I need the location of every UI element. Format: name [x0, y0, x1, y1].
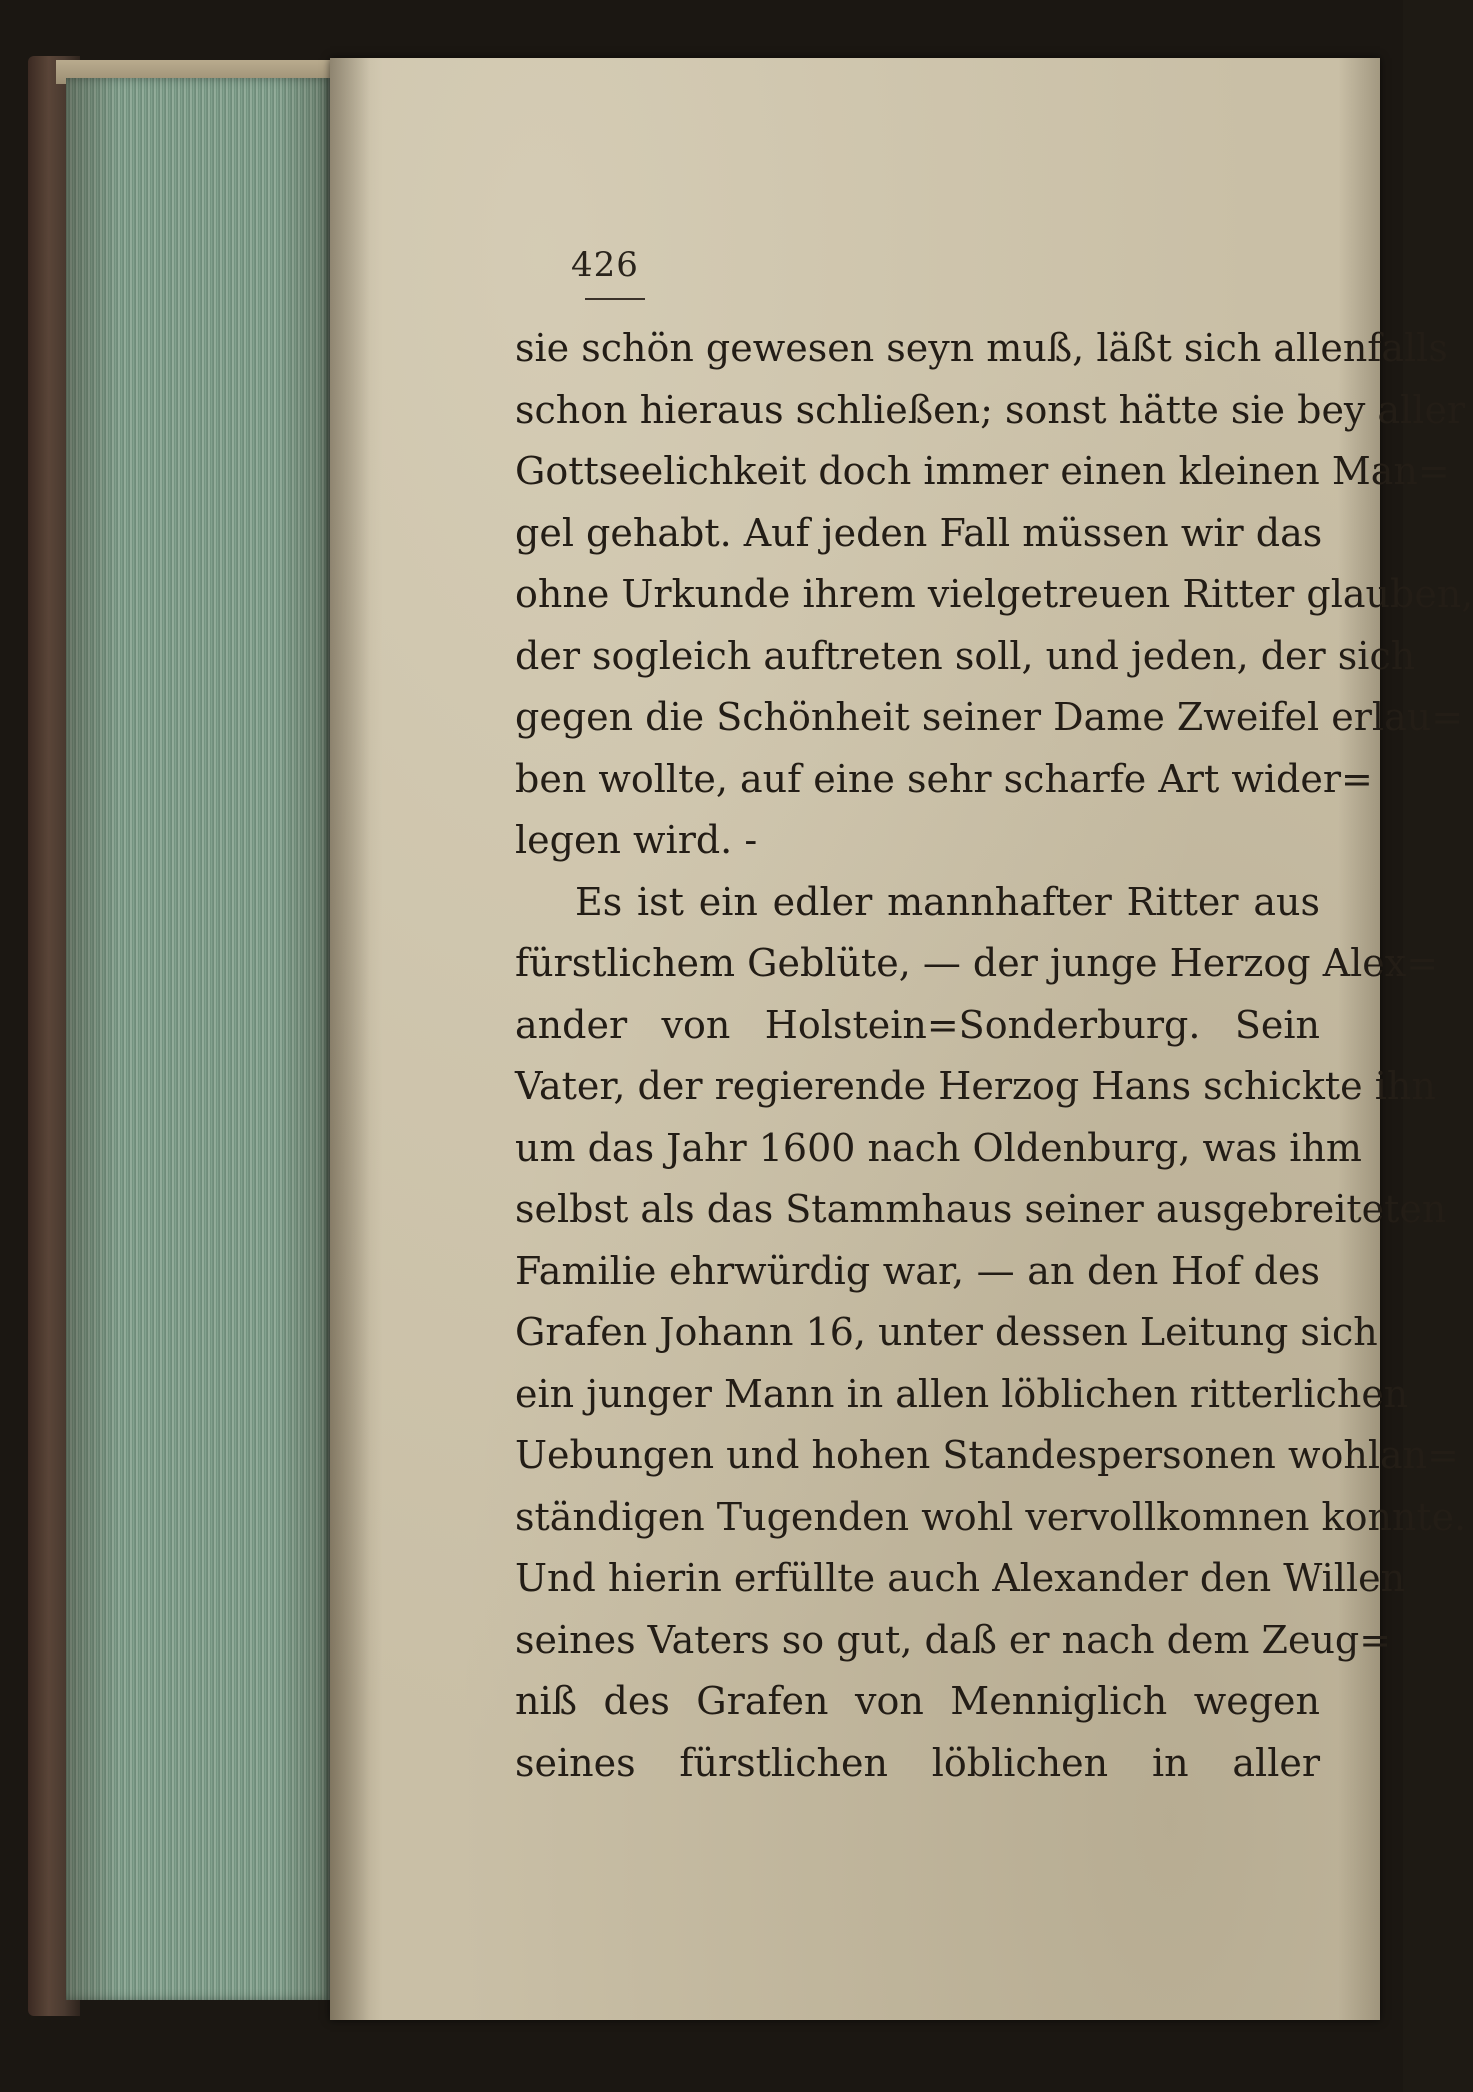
- text-line: Und hierin erfüllte auch Alexander den Willen: [515, 1556, 1406, 1600]
- text-line: schon hieraus schließen; sonst hätte sie bey aller: [515, 387, 1466, 432]
- text-line: Gottseelichkeit doch immer einen kleinen Man=: [515, 449, 1450, 493]
- text-line: selbst als das Stammhaus seiner ausgebreiteten: [515, 1187, 1447, 1231]
- page-edges: [66, 78, 330, 2000]
- text-line: Grafen Johann 16, unter dessen Leitung sich: [515, 1310, 1378, 1354]
- text-line: seines fürstlichen löblichen in aller: [515, 1740, 1320, 1785]
- text-line: ander von Holstein=Sonderburg. Sein: [515, 1002, 1320, 1047]
- text-line: Uebungen und hohen Standespersonen wohlan=: [515, 1433, 1459, 1477]
- text-line: Familie ehrwürdig war, — an den Hof des: [515, 1248, 1320, 1293]
- text-line: ohne Urkunde ihrem vielgetreuen Ritter glauben,: [515, 572, 1473, 616]
- page-number: 426: [571, 245, 639, 285]
- text-line: Es ist ein edler mannhafter Ritter aus: [575, 879, 1320, 924]
- binding-shadow: [330, 58, 370, 2020]
- text-line: seines Vaters so gut, daß er nach dem Zeug=: [515, 1617, 1392, 1662]
- text-line: ben wollte, auf eine sehr scharfe Art wider=: [515, 756, 1373, 801]
- text-line: ständigen Tugenden wohl vervollkomnen konnte.: [515, 1494, 1467, 1539]
- text-line: legen wird. -: [515, 818, 758, 862]
- text-line: sie schön gewesen seyn muß, läßt sich allenfalls: [515, 326, 1448, 370]
- text-line: niß des Grafen von Menniglich wegen: [515, 1679, 1320, 1723]
- text-line: um das Jahr 1600 nach Oldenburg, was ihm: [515, 1125, 1362, 1170]
- text-line: ein junger Mann in allen löblichen ritterlichen: [515, 1371, 1409, 1416]
- text-line: Vater, der regierende Herzog Hans schickte ihn: [515, 1064, 1436, 1108]
- body-text: [515, 318, 1473, 1794]
- text-line: gel gehabt. Auf jeden Fall müssen wir das: [515, 510, 1323, 555]
- text-line: gegen die Schönheit seiner Dame Zweifel erlau=: [515, 695, 1464, 739]
- page-number-rule: [585, 298, 645, 300]
- text-line: der sogleich auftreten soll, und jeden, der sich: [515, 633, 1416, 678]
- text-line: fürstlichem Geblüte, — der junge Herzog Alex=: [515, 941, 1439, 985]
